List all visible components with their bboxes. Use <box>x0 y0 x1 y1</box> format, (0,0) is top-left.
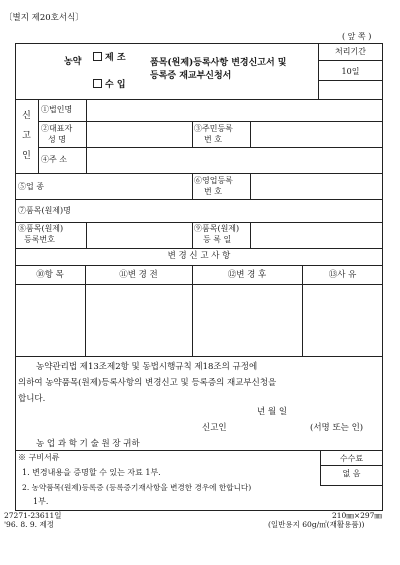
rrn-label-2: 번 호 <box>204 135 222 144</box>
address-label: ④주 소 <box>41 155 67 164</box>
addressee: 농 업 과 학 기 술 원 장 귀하 <box>36 439 140 449</box>
col-after-header: ⑫변 경 후 <box>227 270 267 280</box>
col-before-header: ⑪변 경 전 <box>119 270 158 280</box>
representative-label-1: ②대표자 <box>41 124 73 133</box>
change-after-cell[interactable] <box>193 285 301 355</box>
corp-name-label: ①법인명 <box>41 105 73 114</box>
attachment-item-1: 1. 변경내용을 증명할 수 있는 자료 1부. <box>22 468 161 477</box>
attachment-item-2: 2. 농약품목(원제)등록증 (등록증기재사항을 변경한 경우에 한합니다) <box>22 483 252 492</box>
attachment-item-2b: 1부. <box>33 497 49 506</box>
reg-number-label-1: ⑧품목(원제) <box>18 224 64 233</box>
change-reason-cell[interactable] <box>303 285 382 355</box>
representative-label-2: 성 명 <box>48 135 66 144</box>
fee-value: 없 음 <box>342 469 361 478</box>
corp-name-field[interactable] <box>88 100 382 121</box>
date-line: 년 월 일 <box>257 407 288 417</box>
footer-code: 27271-23611일 <box>4 511 62 520</box>
footer-size: 210㎜×297㎜ <box>332 511 382 520</box>
rrn-label-1: ③주민등록 <box>194 124 233 133</box>
attachments-title: ※ 구비서류 <box>18 453 60 462</box>
form-title-line1: 품목(원제)등록사항 변경신고서 및 <box>150 58 287 68</box>
license-label-2: 번 호 <box>204 187 222 196</box>
import-option[interactable]: 수 입 <box>93 79 126 90</box>
processing-period-label: 처리기간 <box>335 47 366 56</box>
reg-date-field[interactable] <box>252 223 382 247</box>
reg-date-label-2: 등 록 일 <box>203 235 232 244</box>
business-type-label: ⑤업 종 <box>18 182 44 191</box>
license-label-1: ⑥영업등록 <box>194 176 233 185</box>
statement-line3: 합니다. <box>18 394 46 404</box>
applicant-label: 신고인 <box>202 423 227 433</box>
fee-label: 수수료 <box>339 454 364 463</box>
reporter-section-2: 고 <box>22 131 31 141</box>
import-checkbox[interactable] <box>93 79 102 88</box>
product-name-label: ⑦품목(원제)명 <box>18 206 71 215</box>
manufacture-checkbox[interactable] <box>93 52 102 61</box>
reporter-section-1: 신 <box>22 111 31 121</box>
pesticide-label: 농약 <box>64 57 82 67</box>
col-reason-header: ⑬사 유 <box>328 270 357 280</box>
reg-date-label-1: ⑨품목(원제) <box>194 224 240 233</box>
change-section-title: 변 경 신 고 사 항 <box>167 251 231 261</box>
statement-line1: 농약관리법 제13조제2항 및 동법시행규칙 제18조의 규정에 <box>36 362 258 372</box>
license-number-field[interactable] <box>252 174 382 198</box>
change-item-cell[interactable] <box>16 285 84 355</box>
reporter-section-3: 인 <box>22 151 31 161</box>
product-name-field[interactable] <box>88 200 382 221</box>
reg-number-field[interactable] <box>88 223 190 247</box>
processing-period-value: 10일 <box>341 67 360 76</box>
form-number: 〔별지 제20호서식〕 <box>4 13 84 23</box>
change-before-cell[interactable] <box>86 285 191 355</box>
statement-line2: 의하여 농약품목(원제)등록사항의 변경신고 및 등록증의 재교부신청을 <box>18 378 277 388</box>
signature-label: (서명 또는 인) <box>310 423 364 433</box>
footer-date: '96. 8. 9. 제정 <box>4 520 54 529</box>
rrn-field[interactable] <box>252 122 382 146</box>
reg-number-label-2: 등록번호 <box>24 235 55 244</box>
address-field[interactable] <box>88 148 382 172</box>
representative-name-field[interactable] <box>88 122 190 146</box>
col-item-header: ⑩항 목 <box>36 270 64 280</box>
form-title-line2: 등록증 재교부신청서 <box>150 71 232 81</box>
manufacture-option[interactable]: 제 조 <box>93 52 126 63</box>
footer-paper: (일반용지 60g/㎡(재활용품)) <box>268 520 365 529</box>
page-side-label: ( 앞 쪽 ) <box>342 32 372 41</box>
business-type-field[interactable] <box>88 174 190 198</box>
